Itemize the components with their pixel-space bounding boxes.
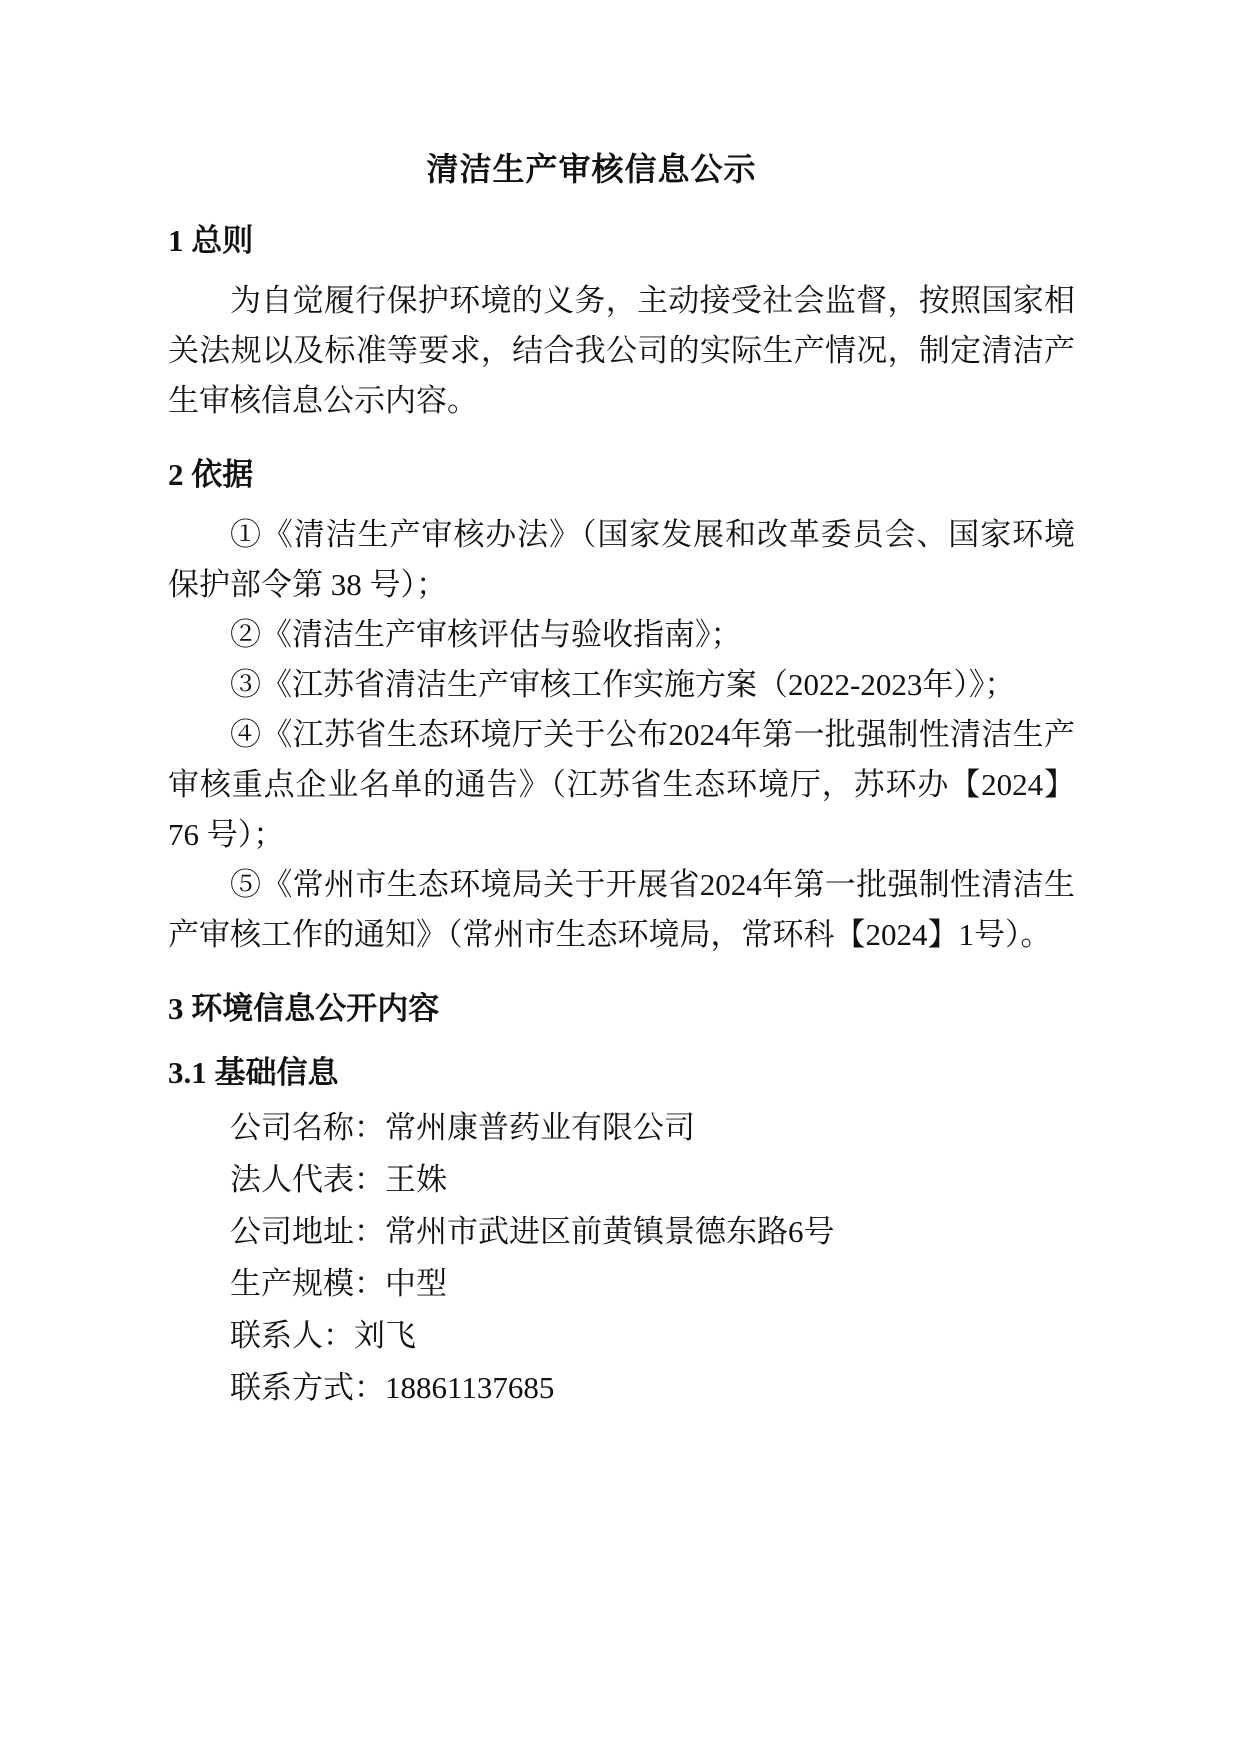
field-company-name-value: 常州康普药业有限公司: [385, 1110, 695, 1145]
basis-item-1: ①《清洁生产审核办法》（国家发展和改革委员会、国家环境保护部令第 38 号）；: [168, 517, 1075, 602]
field-contact-person: [168, 1310, 1075, 1362]
field-contact-person-value: 刘飞: [354, 1318, 416, 1353]
basis-item-3: ③《江苏省清洁生产审核工作实施方案（2022-2023年）》；: [230, 667, 1016, 702]
field-company-address: [168, 1206, 1075, 1258]
section-3-1-heading: 3.1 基础信息: [168, 1055, 339, 1090]
field-production-scale-value: 中型: [385, 1266, 447, 1301]
basis-item-2: ②《清洁生产审核评估与验收指南》；: [230, 617, 742, 652]
field-company-address-label: 公司地址：: [230, 1214, 385, 1249]
field-company-name: [168, 1102, 1075, 1154]
section-2-heading: 2 依据: [168, 457, 254, 492]
document-title: 清洁生产审核信息公示: [426, 151, 757, 187]
field-contact-phone: [168, 1362, 1075, 1414]
basis-item-5: ⑤《常州市生态环境局关于开展省2024年第一批强制性清洁生产审核工作的通知》（常州市生态环境局，常环科【2024】1号）。: [168, 867, 1075, 952]
field-company-name-label: 公司名称：: [230, 1110, 385, 1145]
field-production-scale-label: 生产规模：: [230, 1266, 385, 1301]
document-content: [168, 146, 1075, 1414]
field-contact-person-label: 联系人：: [230, 1318, 354, 1353]
field-contact-phone-label: 联系方式：: [230, 1370, 385, 1405]
field-legal-representative-label: 法人代表：: [230, 1162, 385, 1197]
spacer: [168, 960, 1075, 972]
field-legal-representative-value: 王姝: [385, 1162, 447, 1197]
section-1-paragraph: 为自觉履行保护环境的义务，主动接受社会监督，按照国家相关法规以及标准等要求，结合我公司的实际生产情况，制定清洁产生审核信息公示内容。: [168, 283, 1075, 418]
section-1-heading: 1 总则: [168, 223, 254, 258]
field-production-scale: [168, 1258, 1075, 1310]
field-legal-representative: [168, 1154, 1075, 1206]
field-company-address-value: 常州市武进区前黄镇景德东路6号: [385, 1214, 835, 1249]
basis-item-4: ④《江苏省生态环境厅关于公布2024年第一批强制性清洁生产审核重点企业名单的通告》（江苏省生态环境厅，苏环办【2024】76 号）；: [168, 717, 1075, 852]
spacer: [168, 426, 1075, 438]
field-contact-phone-value: 18861137685: [385, 1370, 555, 1405]
section-3-heading: 3 环境信息公开内容: [168, 991, 440, 1026]
